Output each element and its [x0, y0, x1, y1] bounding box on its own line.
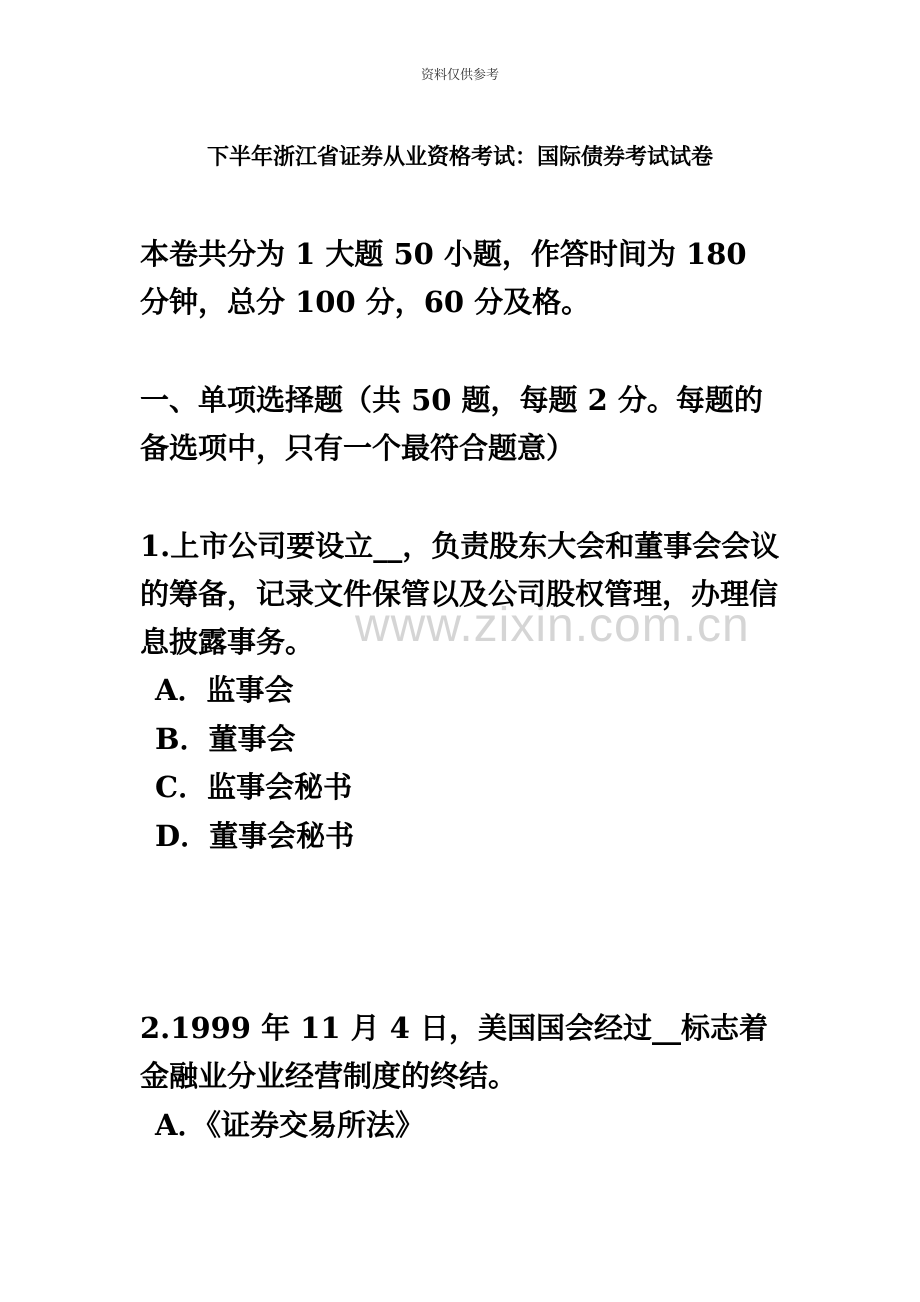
option-text: 监事会秘书: [207, 770, 353, 804]
question-2-stem: 2.1999 年 11 月 4 日，美国国会经过__标志着金融业分业经营制度的终结。: [140, 1011, 769, 1093]
option-text: 董事会秘书: [209, 818, 355, 853]
question-1-option-d: [155, 812, 775, 861]
question-2-option-a: [155, 1101, 775, 1150]
option-text: 董事会: [208, 721, 296, 756]
option-letter: A．: [155, 1108, 207, 1142]
question-1-stem: 1.上市公司要设立__，负责股东大会和董事会会议的筹备，记录文件保管以及公司股权管理，办理信息披露事务。: [140, 529, 780, 659]
option-text: 《证券交易所法》: [206, 1108, 425, 1142]
question-1-option-a: [155, 666, 775, 715]
option-letter: D．: [155, 818, 210, 853]
question-2-options: [155, 1101, 775, 1150]
option-letter: B．: [155, 721, 209, 756]
question-1-option-c: [155, 763, 775, 812]
question-1-options: [155, 666, 775, 860]
exam-intro: 本卷共分为 1 大题 50 小题，作答时间为 180 分钟，总分 100 分，60 分及格。: [140, 237, 747, 319]
header-note: 资料仅供参考: [420, 68, 499, 83]
option-text: 监事会: [206, 673, 294, 707]
question-1-option-b: [155, 715, 775, 764]
document-title: 下半年浙江省证券从业资格考试：国际债券考试试卷: [206, 144, 713, 170]
option-letter: C．: [155, 770, 208, 804]
watermark: www.zixin.com.cn: [355, 599, 750, 652]
section-heading: 一、单项选择题（共 50 题，每题 2 分。每题的备选项中，只有一个最符合题意）: [140, 383, 763, 465]
option-letter: A．: [155, 673, 207, 707]
